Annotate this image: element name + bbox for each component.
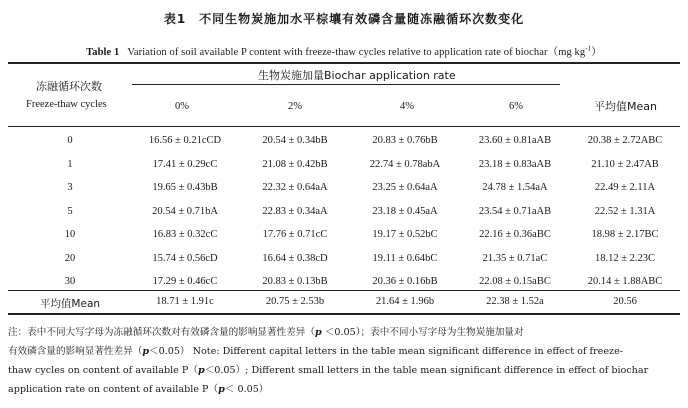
table-cell: 23.18 ± 0.45aA [372, 205, 438, 217]
table-bottom-rule [8, 313, 680, 315]
note-line-4 [8, 380, 680, 399]
table-cell: 20.38 ± 2.72ABC [587, 135, 663, 146]
note-line-2 [8, 342, 680, 361]
header-rate-0: 0% [175, 101, 189, 112]
row-label: 10 [64, 229, 76, 240]
table-note [8, 323, 680, 399]
table-cell: 22.74 ± 0.78abA [369, 158, 441, 170]
mean-cell-4: 21.64 ± 1.96b [375, 296, 435, 307]
row-label: 1 [67, 158, 73, 170]
table-cell: 22.16 ± 0.36aBC [479, 229, 551, 240]
note-p-symbol: p [142, 346, 150, 357]
note-p-symbol: p [315, 327, 322, 338]
table-cell: 23.25 ± 0.64aA [372, 182, 438, 193]
table-cell: 19.65 ± 0.43bB [152, 182, 218, 193]
mean-row-label: 平均值Mean [39, 298, 101, 310]
table-title-en [0, 44, 688, 59]
table-cell: 20.54 ± 0.71bA [152, 205, 218, 217]
table-top-rule [8, 62, 680, 64]
table-cell: 18.12 ± 2.23C [594, 252, 656, 264]
table-cell: 20.36 ± 0.16bB [372, 276, 438, 287]
row-label: 20 [64, 252, 76, 264]
table-cell: 21.08 ± 0.42bB [262, 158, 328, 170]
table-cell: 16.83 ± 0.32cC [152, 229, 218, 240]
table-cell: 20.14 ± 1.88ABC [587, 276, 663, 287]
mean-cell-2: 20.75 ± 2.53b [265, 296, 325, 307]
biochar-header-rule [132, 84, 560, 85]
unit-superscript: -1 [585, 44, 592, 53]
table-cell: 17.76 ± 0.71cC [262, 229, 328, 240]
header-rate-6: 6% [509, 101, 523, 112]
table-cell: 22.32 ± 0.64aA [262, 182, 328, 193]
note-text: ＜0.05）；表中不同小写字母为生物炭施加量对 [321, 327, 524, 338]
header-bottom-rule [8, 126, 680, 127]
row-label: 3 [67, 182, 73, 193]
note-text: ＜ 0.05） [224, 384, 269, 395]
note-p-symbol: p [218, 384, 225, 395]
note-p-symbol: p [197, 365, 205, 376]
row-label: 30 [64, 276, 76, 287]
table-cell: 23.60 ± 0.81aAB [478, 135, 552, 146]
note-line-1 [8, 323, 680, 342]
header-rate-2: 2% [288, 101, 302, 112]
mean-row-rule [8, 290, 680, 291]
table-cell: 18.98 ± 2.17BC [591, 229, 659, 240]
note-text: 注：表中不同大写字母为冻融循环次数对有效磷含量的影响显著性差异（ [8, 327, 315, 338]
table-title-cn: 表1 不同生物炭施加水平棕壤有效磷含量随冻融循环次数变化 [163, 12, 525, 26]
table-title-en-close: ） [591, 47, 602, 58]
table-label-en: Table 1 [86, 47, 120, 58]
table-cell: 20.83 ± 0.13bB [262, 276, 328, 287]
note-text: ＜0.05）; Different small letters in the table mean significant difference in effect of biochar [204, 365, 649, 376]
header-rate-4: 4% [400, 101, 414, 112]
table-cell: 17.41 ± 0.29cC [152, 158, 218, 170]
header-mean: 平均值Mean [594, 100, 657, 113]
note-text: 有效磷含量的影响显著性差异（ [8, 346, 143, 357]
note-line-3 [8, 361, 680, 380]
table-cell: 16.64 ± 0.38cD [262, 252, 328, 264]
header-biochar: 生物炭施加量Biochar application rate [258, 69, 456, 82]
table-cell: 21.35 ± 0.71aC [482, 252, 548, 264]
table-cell: 19.17 ± 0.52bC [372, 229, 438, 240]
mean-cell-overall: 20.56 [613, 296, 637, 307]
table-cell: 22.49 ± 2.11A [594, 182, 656, 193]
note-text: application rate on content of available P（ [8, 384, 219, 395]
table-cell: 22.08 ± 0.15aBC [479, 276, 551, 287]
table-cell: 22.83 ± 0.34aA [262, 205, 328, 217]
mean-cell-0: 18.71 ± 1.91c [156, 296, 214, 307]
header-ftc-cn: 冻融循环次数 [36, 80, 102, 93]
note-text: ＜0.05） Note: Different capital letters in the table mean significant difference in effect of freeze- [149, 346, 623, 357]
row-label: 5 [67, 205, 73, 217]
table-cell: 22.52 ± 1.31A [594, 205, 656, 217]
table-cell: 23.54 ± 0.71aAB [478, 205, 552, 217]
table-cell: 21.10 ± 2.47AB [591, 158, 659, 170]
mean-cell-6: 22.38 ± 1.52a [486, 296, 544, 307]
header-ftc-en: Freeze-thaw cycles [26, 99, 107, 110]
table-cell: 23.18 ± 0.83aAB [478, 158, 552, 170]
table-title-en-text: Variation of soil available P content with freeze-thaw cycles relative to application rate of biochar（mg kg [127, 47, 586, 58]
table-cell: 17.29 ± 0.46cC [152, 276, 218, 287]
table-cell: 20.83 ± 0.76bB [372, 135, 438, 146]
table-cell: 15.74 ± 0.56cD [152, 252, 218, 264]
table-cell: 16.56 ± 0.21cCD [148, 135, 222, 146]
note-text: thaw cycles on content of available P（ [8, 365, 198, 376]
table-cell: 19.11 ± 0.64bC [372, 252, 438, 264]
table-cell: 24.78 ± 1.54aA [482, 182, 548, 193]
row-label: 0 [67, 135, 73, 146]
table-cell: 20.54 ± 0.34bB [262, 135, 328, 146]
